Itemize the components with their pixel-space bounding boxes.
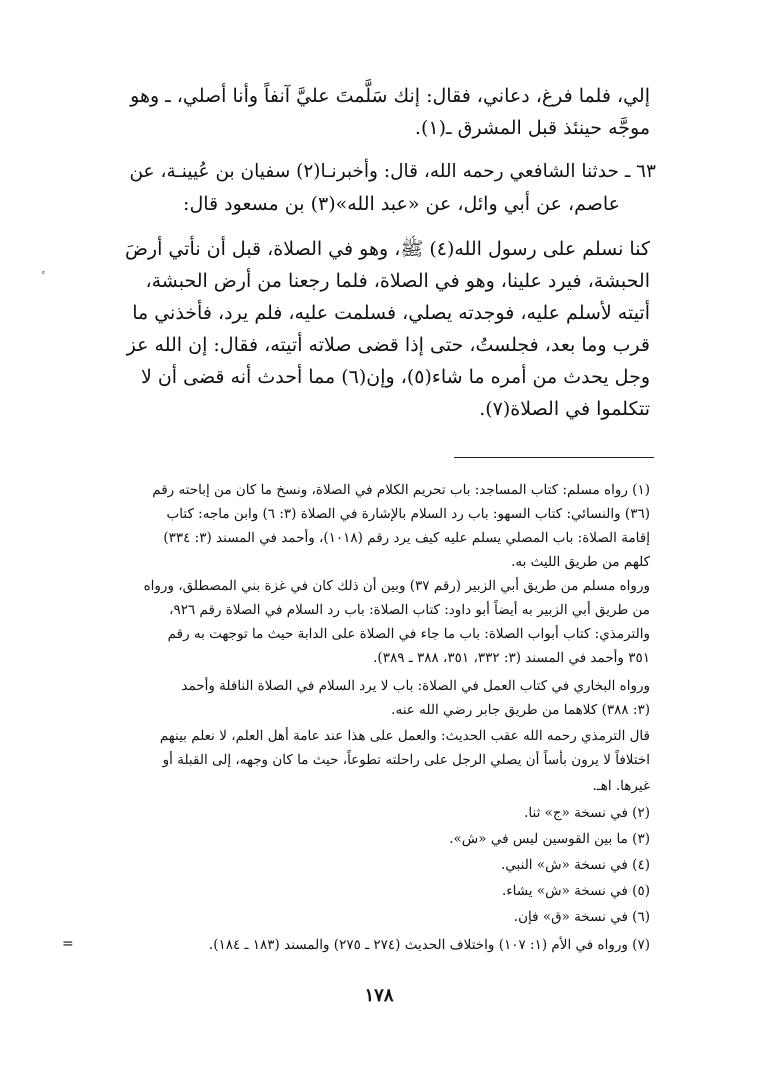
footnote-1-line-10: (٣: ٣٨٨) كلاهما من طريق جابر رضي الله عنه. [391, 702, 650, 718]
footnote-4: (٤) في نسخة «ش» النبي. [501, 857, 650, 873]
hadith-text-line-1: كنا نسلم على رسول الله(٤) ﷺ، وهو في الصلاة، قبل أن نأتي أرضَ [124, 238, 650, 260]
footnote-1-line-11: قال الترمذي رحمه الله عقب الحديث: والعمل على هذا عند عامة أهل العلم، لا نعلم بينهم [159, 728, 650, 744]
body-line-2: موجَّه حينئذ قبل المشرق ـ(١). [414, 117, 650, 139]
footnote-1-line-9: ورواه البخاري في كتاب العمل في الصلاة: باب لا يرد السلام في الصلاة النافلة وأحمد [181, 678, 650, 694]
footnote-1-line-12: اختلافاً لا يرون بأساً أن يصلي الرجل على راحلته تطوعاً، حيث ما كان وجهه، إلى القبلة أو [162, 752, 650, 768]
footnote-1-line-13: غيرها. اهـ. [592, 778, 650, 794]
footnote-2: (٢) في نسخة «ج» ثنا. [524, 805, 650, 821]
hadith-text-line-2: الحبشة، فيرد علينا، وهو في الصلاة، فلما رجعنا من أرض الحبشة، [145, 270, 650, 292]
footnote-1-line-2: (٣٦) والنسائي: كتاب السهو: باب رد السلام بالإشارة في الصلاة (٣: ٦) وابن ماجه: كتاب [166, 506, 650, 522]
footnote-1-line-5: ورواه مسلم من طريق أبي الزبير (رقم ٣٧) وبين أن ذلك كان في غزة بني المصطلق، ورواه [143, 578, 650, 594]
hadith-text-line-5: وجل يحدث من أمره ما شاء(٥)، وإن(٦) مما أحدث أنه قضى أن لا [140, 366, 650, 388]
hadith-heading-line-1: ٦٣ ـ حدثنا الشافعي رحمه الله، قال: وأخبرنـا(٢) سفيان بن عُيينـة، عن [129, 161, 656, 182]
footnote-7: (٧) ورواه في الأم (١: ١٠٧) واختلاف الحديث (٢٧٤ ـ ٢٧٥) والمسند (١٨٣ ـ ١٨٤). [208, 937, 650, 953]
footnote-5: (٥) في نسخة «ش» يشاء. [502, 883, 650, 899]
hadith-text-line-3: أتيته لأسلم عليه، فوجدته يصلي، فسلمت عليه، فلم يرد، فأخذني ما [132, 302, 650, 324]
footnote-1-line-6: من طريق أبي الزبير به أيضاً أبو داود: كتاب الصلاة: باب رد السلام في الصلاة رقم ٩٢٦، [169, 602, 650, 618]
hadith-text-line-6: تتكلموا في الصلاة(٧). [479, 398, 650, 420]
continuation-mark: = [62, 936, 74, 952]
footnote-3: (٣) ما بين القوسين ليس في «ش». [449, 831, 650, 847]
footnote-1-line-8: ٣٥١ وأحمد في المسند (٣: ٣٣٢، ٣٥١، ٣٨٨ ـ ٣٨٩). [373, 650, 650, 666]
page-number: ١٧٨ [364, 985, 394, 1006]
footnote-6: (٦) في نسخة «ق» فإن. [513, 909, 650, 925]
footnote-1-line-4: كلهم من طريق الليث به. [511, 554, 650, 570]
footnote-separator [454, 457, 654, 458]
body-line-1: إلي، فلما فرغ، دعاني، فقال: إنك سَلَّمتَ عليَّ آنفاً وأنا أصلي، ـ وهو [130, 85, 650, 107]
footnote-1-line-1: (١) رواه مسلم: كتاب المساجد: باب تحريم الكلام في الصلاة، ونسخ ما كان من إباحته رقم [152, 482, 650, 498]
hadith-text-line-4: قرب وما بعد، فجلستُ، حتى إذا قضى صلاته أتيته، فقال: إن الله عز [126, 334, 650, 356]
footnote-1-line-7: والترمذي: كتاب أبواب الصلاة: باب ما جاء في الصلاة على الدابة حيث ما توجهت به رقم [167, 626, 650, 642]
footnote-1-line-3: إقامة الصلاة: باب المصلي يسلم عليه كيف يرد رقم (١٠١٨)، وأحمد في المسند (٣: ٣٣٤) [163, 530, 650, 546]
hadith-heading-line-2: عاصم، عن أبي وائل، عن «عبد الله»(٣) بن مسعود قال: [183, 193, 620, 215]
